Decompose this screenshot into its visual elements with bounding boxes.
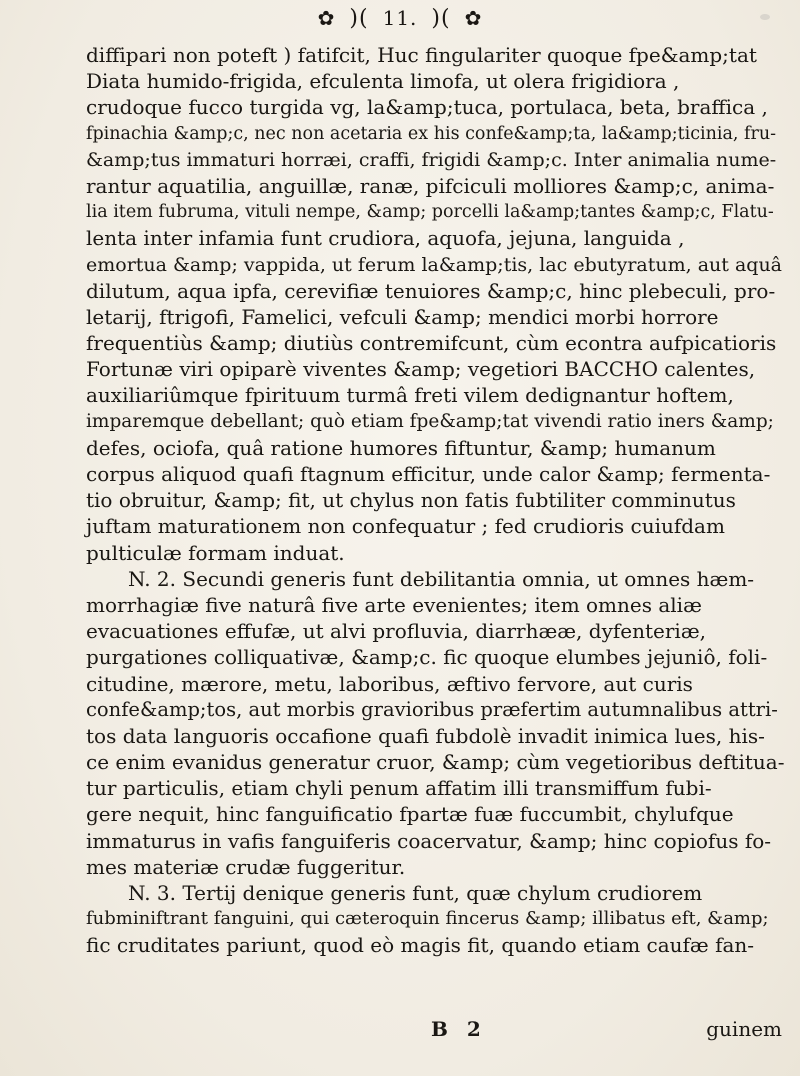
page-footer bbox=[86, 1017, 786, 1043]
fleuron-left-icon: ✿ bbox=[317, 6, 336, 30]
text-line: immaturus in vafis fanguiferis coacervatur, &amp; hinc copiofus fo- bbox=[86, 828, 772, 853]
running-head bbox=[0, 6, 800, 31]
text-line: frequentiùs &amp; diutiùs contremifcunt, cùm econtra aufpicatioris bbox=[86, 331, 777, 356]
text-line: ce enim evanidus generatur cruor, &amp; cùm vegetioribus deftitua- bbox=[86, 750, 785, 775]
body-text bbox=[86, 42, 786, 959]
text-line: mes materiæ crudæ fuggeritur. bbox=[86, 854, 406, 879]
text-line: tos data languoris occafione quafi fubdolè invadit inimica lues, his- bbox=[86, 723, 765, 748]
text-line: citudine, mærore, metu, laboribus, æftivo fervore, aut curis bbox=[86, 671, 693, 696]
text-line: corpus aliquod quafi ftagnum efficitur, unde calor &amp; fermenta- bbox=[86, 462, 771, 486]
catchword: guinem bbox=[706, 1017, 782, 1041]
text-line: morrhagiæ five naturâ five arte evenientes; item omnes aliæ bbox=[86, 592, 702, 617]
text-line: juftam maturationem non confequatur ; fed crudioris cuiufdam bbox=[86, 514, 725, 539]
text-line: Diata humido-frigida, efculenta limofa, ut olera frigidiora , bbox=[86, 69, 680, 94]
text-line: fpinachia &amp;c, nec non acetaria ex his confe&amp;ta, la&amp;ticinia, fru- bbox=[86, 123, 777, 144]
text-line: emortua &amp; vappida, ut ferum la&amp;tis, lac ebutyratum, aut aquâ bbox=[86, 253, 783, 276]
text-line: auxiliariûmque fpirituum turmâ freti vilem dedignantur hoftem, bbox=[86, 383, 734, 408]
text-line: evacuationes effufæ, ut alvi profluvia, diarrhææ, dyfenteriæ, bbox=[86, 619, 706, 644]
text-line: &amp;tus immaturi horræi, craffi, frigidi &amp;c. Inter animalia nume- bbox=[86, 148, 777, 171]
text-line: diffipari non poteft ) fatifcit, Huc fingulariter quoque fpe&amp;tat bbox=[86, 43, 757, 67]
page-number: 11. bbox=[382, 6, 418, 30]
text-line: tio obruitur, &amp; fit, ut chylus non fatis fubtiliter comminutus bbox=[86, 488, 736, 513]
header-paren-left: )( bbox=[349, 6, 369, 31]
text-line: crudoque fucco turgida vg, la&amp;tuca, portulaca, beta, braffica , bbox=[86, 95, 768, 120]
text-line: dilutum, aqua ipfa, cerevifiæ tenuiores &amp;c, hinc plebeculi, pro- bbox=[86, 278, 776, 303]
text-line: pulticulæ formam induat. bbox=[86, 540, 345, 565]
text-line: fubminiftrant fanguini, qui cæteroquin fincerus &amp; illibatus eft, &amp; bbox=[86, 908, 769, 930]
text-line: lia item fubruma, vituli nempe, &amp; porcelli la&amp;tantes &amp;c, Flatu- bbox=[86, 202, 774, 223]
text-line: imparemque debellant; quò etiam fpe&amp;tat vivendi ratio iners &amp; bbox=[86, 410, 774, 432]
text-line: lenta inter infamia funt crudiora, aquofa, jejuna, languida , bbox=[86, 226, 685, 251]
text-line: confe&amp;tos, aut morbis gravioribus præfertim autumnalibus attri- bbox=[86, 697, 778, 721]
header-paren-right: )( bbox=[431, 6, 451, 31]
text-line: gere nequit, hinc fanguificatio fpartæ fuæ fuccumbit, chylufque bbox=[86, 802, 734, 827]
text-line: Fortunæ viri opiparè viventes &amp; vegetiori BACCHO calentes, bbox=[86, 357, 756, 382]
fleuron-right-icon: ✿ bbox=[464, 6, 483, 30]
text-line: fic cruditates pariunt, quod eò magis fit, quando etiam caufæ fan- bbox=[86, 933, 755, 958]
text-line: defes, ociofa, quâ ratione humores fiftuntur, &amp; humanum bbox=[86, 435, 716, 460]
paper-blemish bbox=[760, 14, 770, 20]
text-line: tur particulis, etiam chyli penum affatim illi transmiffum fubi- bbox=[86, 776, 712, 801]
text-line: letarij, ftrigofi, Famelici, vefculi &amp; mendici morbi horrore bbox=[86, 304, 719, 329]
paragraph-start-line: N. 3. Tertij denique generis funt, quæ chylum crudiorem bbox=[128, 881, 703, 905]
text-line: rantur aquatilia, anguillæ, ranæ, pifciculi molliores &amp;c, anima- bbox=[86, 173, 775, 198]
signature-mark: B 2 bbox=[431, 1017, 487, 1041]
text-line: purgationes colliquativæ, &amp;c. fic quoque elumbes jejuniô, foli- bbox=[86, 645, 768, 670]
paragraph-start-line: N. 2. Secundi generis funt debilitantia omnia, ut omnes hæm- bbox=[128, 566, 755, 591]
